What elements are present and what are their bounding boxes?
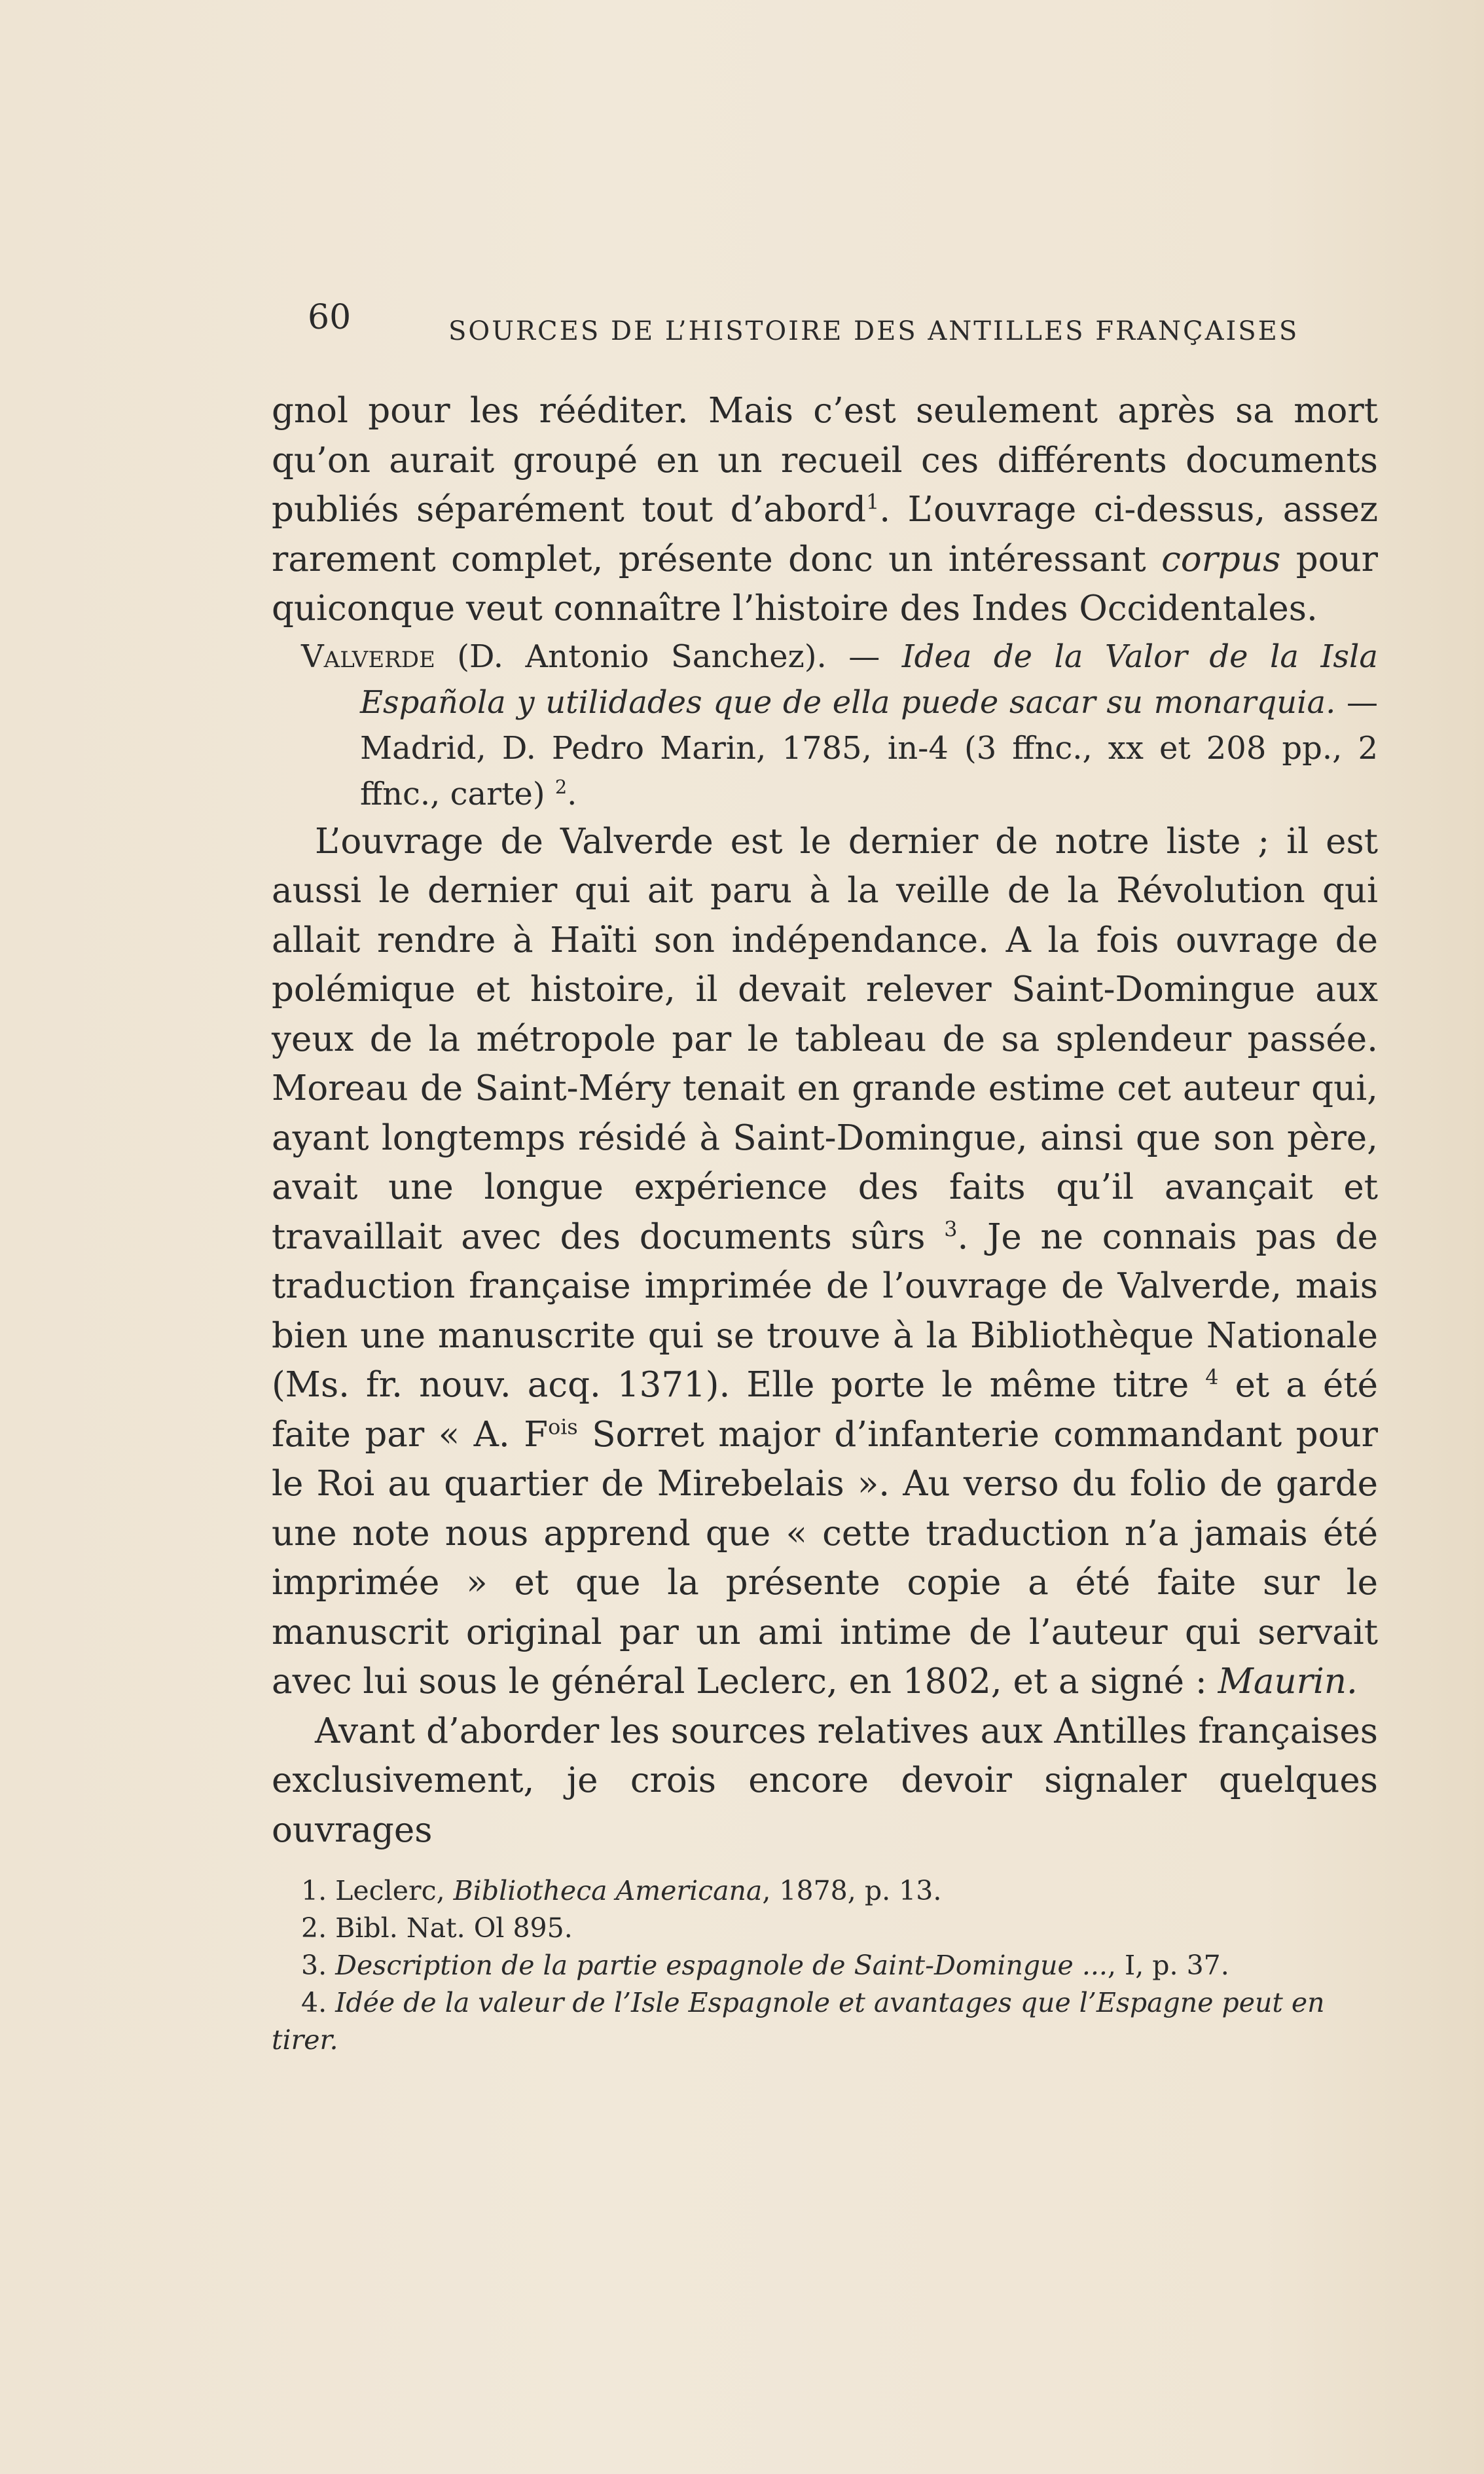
footnote-4: 4. Idée de la valeur de l’Isle Espagnole et avantages que l’Espagne peut en tirer. [272, 1987, 1325, 2056]
running-title: SOURCES DE L’HISTOIRE DES ANTILLES FRANÇAISES [448, 316, 1299, 346]
entry-imprint: — Madrid, D. Pedro Marin, 1785, in-4 (3 ffnc., xx et 208 pp., 2 ffnc., carte) [360, 683, 1379, 812]
entry-title: Idea de la Valor de la Isla Española y utilidades que de ella puede sacar su monarquia. [360, 638, 1379, 721]
footnotes [272, 1872, 1378, 2059]
main-text [272, 386, 1378, 1855]
footnote-1: 1. Leclerc, Bibliotheca Americana, 1878, p. 13. [301, 1875, 942, 1906]
footnote-ref-3: 3 [944, 1216, 958, 1241]
footnote-2: 2. Bibl. Nat. Ol 895. [301, 1912, 573, 1944]
footnote-ref-1: 1 [866, 490, 880, 515]
paragraph-transition: Avant d’aborder les sources relatives aux Antilles françaises exclusivement, je crois encore devoir signaler quelques ouvrages [272, 1711, 1378, 1850]
footnote-3: 3. Description de la partie espagnole de Saint-Domingue ..., I, p. 37. [301, 1950, 1229, 1981]
footnote-ref-4: 4 [1205, 1365, 1219, 1390]
paragraph-valverde: L’ouvrage de Valverde est le dernier de notre liste ; il est aussi le dernier qui ait paru à la veille de la Révolution qui allait rendre à Haïti son indépendance. A la fois ouvrage de polémique et histoire, il devait relever Saint-Domingue aux yeux de la métropole par le tableau de sa splendeur passée. Moreau de Saint-Méry tenait en grande estime cet auteur qui, ayant longtemps résidé à Saint-Domingue, ainsi que son père, avait une longue expérience des faits qu’il avançait et travaillait avec des documents sûrs $^3$. Je ne connais pas de traduction française imprimée de l’ouvrage de Valverde, mais bien une manuscrite qui se trouve à la Bibliothèque Nationale (Ms. fr. nouv. acq. 1371). Elle porte le même titre $^4$ et a été faite par « A. $F^{ois}$ Sorret major d’infanterie commandant pour le Roi au quartier de Mirebelais ». Au verso du folio de garde une note nous apprend que « cette traduction n’a jamais été imprimée » et que la présente copie a été faite sur le manuscrit original par un ami intime de l’auteur qui servait avec lui sous le général Leclerc, en 1802, et a signé : Maurin. [272, 821, 1378, 1701]
footnote-ref-2: 2 [554, 775, 568, 798]
bibliographic-entry: Valverde (D. Antonio Sanchez). — Idea de la Valor de la Isla Española y utilidades que de ella puede sacar su monarquia. — Madrid, D. Pedro Marin, 1785, in-4 (3 ffnc., xx et 208 pp., 2 ffnc., carte) $^2$. [301, 638, 1379, 812]
paragraph-continued: gnol pour les rééditer. Mais c’est seulement après sa mort qu’on aurait groupé en un recueil ces différents documents publiés séparément tout d’abord$^1$. L’ouvrage ci-dessus, assez rarement complet, présente donc un intéressant corpus pour quiconque veut connaître l’histoire des Indes Occidentales. [272, 391, 1378, 628]
entry-author: Valverde [301, 638, 435, 675]
page-number: 60 [308, 298, 352, 337]
